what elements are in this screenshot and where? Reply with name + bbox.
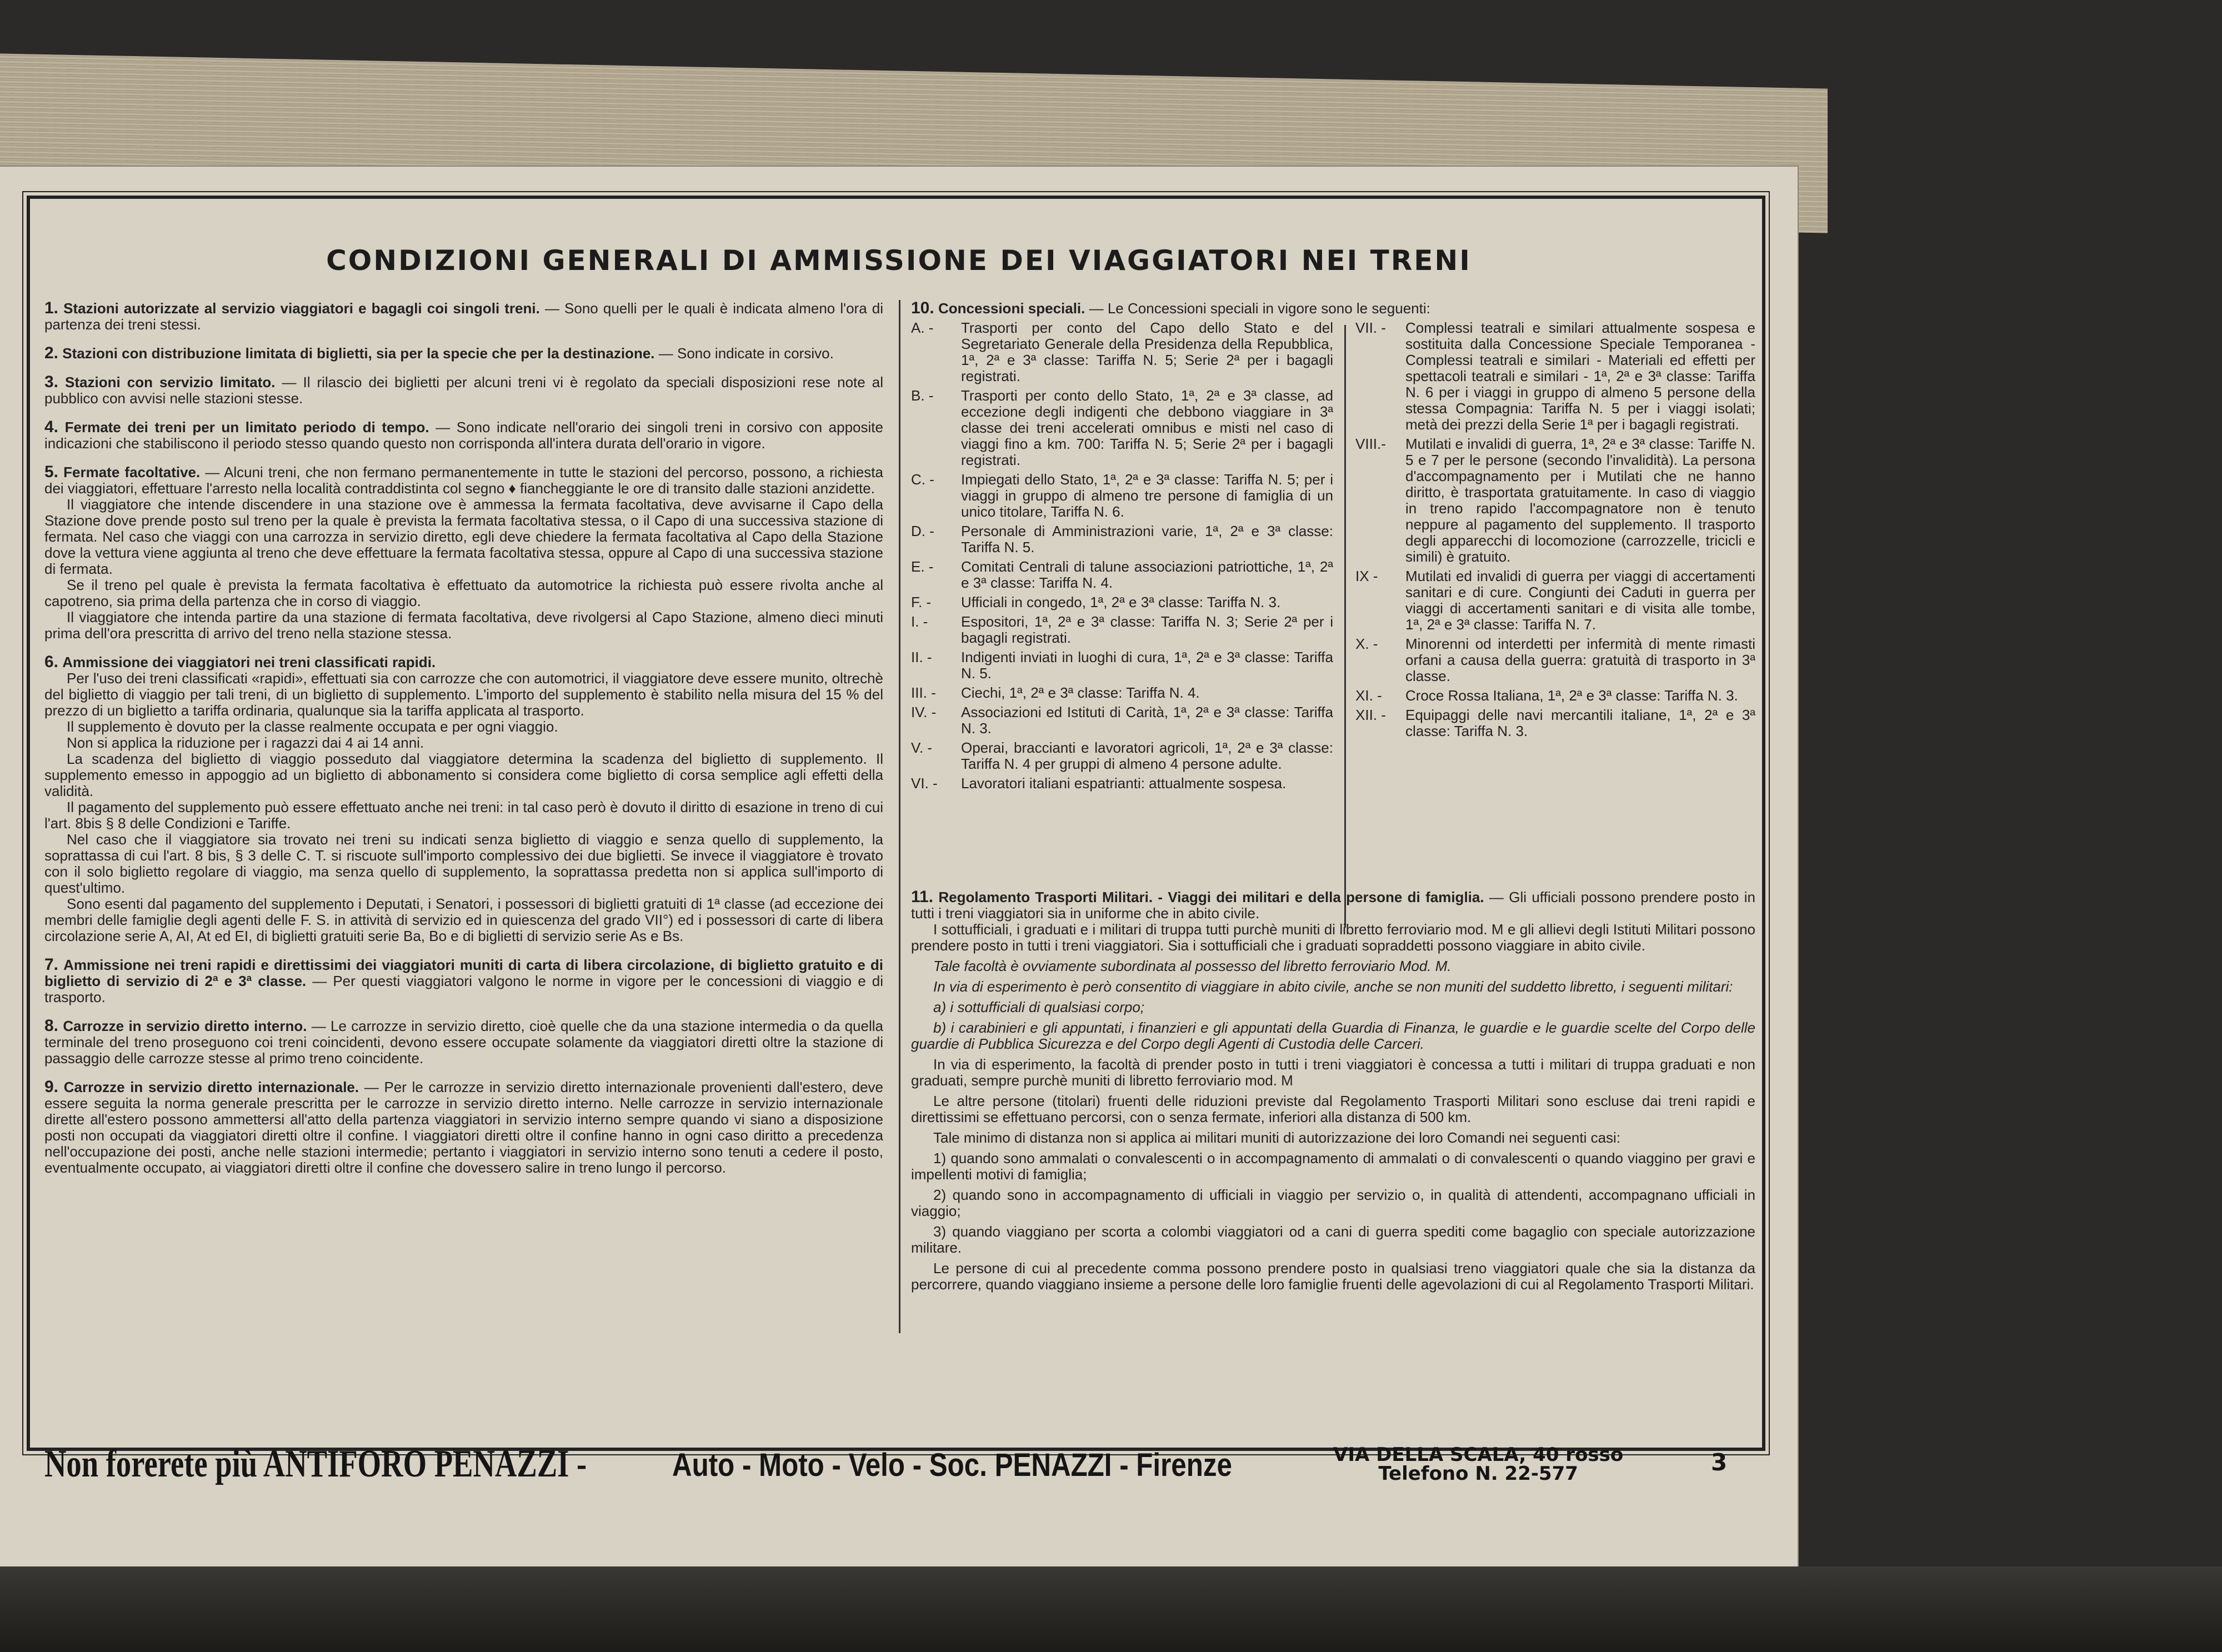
section-5 — [44, 464, 883, 642]
concession-label: I. - — [911, 613, 928, 630]
paragraph: Il supplemento è dovuto per la classe realmente occupata e per ogni viaggio. — [67, 718, 558, 735]
paragraph: Tale minimo di distanza non si applica ai militari muniti di autorizzazione dei loro Comandi nei seguenti casi: — [933, 1129, 1621, 1146]
section-10 — [911, 300, 1755, 889]
section-heading: Ammissione nei treni rapidi e direttissimi dei viaggiatori muniti di carta di libera circolazione, di biglietto gratuito e di biglietto di servizio di 2ª e 3ª classe. — [44, 957, 883, 989]
concession-item — [911, 523, 1333, 555]
section-text: — Sono indicate in corsivo. — [658, 345, 834, 362]
section-number: 2. — [44, 344, 59, 362]
concession-label: II. - — [911, 649, 932, 665]
paragraph: Se il treno pel quale è prevista la fermata facoltativa è effettuato da automotrice la richiesta può essere rivolta anche al capotreno, sia prima della partenza che in corso di viaggio. — [44, 577, 883, 609]
concession-label: D. - — [911, 523, 934, 539]
concession-text: Ciechi, 1ª, 2ª e 3ª classe: Tariffa N. 4. — [961, 684, 1200, 701]
footer-slogan: Non forerete più ANTIFORO PENAZZI - — [44, 1443, 587, 1485]
paragraph: In via di esperimento, la facoltà di prender posto in tutti i treni viaggiatori è concessa a tutti i militari di truppa graduati e non graduati, sempre purchè muniti di libretto ferroviario mod. M — [911, 1056, 1755, 1089]
footer-advertisement — [44, 1442, 1766, 1492]
paragraph: 1) quando sono ammalati o convalescenti o in accompagnamento di ammalati o di convalescenti o quando viaggino per gravi e impellenti motivi di famiglia; — [911, 1150, 1755, 1183]
concession-label: VIII.- — [1355, 435, 1386, 452]
paragraph: a) i sottufficiali di qualsiasi corpo; — [933, 999, 1145, 1015]
concession-item — [1355, 436, 1755, 565]
footer-address: VIA DELLA SCALA, 40 rosso — [1333, 1444, 1624, 1466]
paragraph: Nel caso che il viaggiatore sia trovato nei treni su indicati senza biglietto di viaggio e senza quello di supplemento, la soprattassa di cui l'art. 8 bis, § 3 delle C. T. si riscuote sull'importo complessivo dei due biglietti. Se invece il viaggiatore è trovato con il solo biglietto regolare di viaggio, ma senza quello di supplemento, la soprattassa predetta non si applica sull'importo di quest'ultimo. — [44, 831, 883, 896]
section-8 — [44, 1018, 883, 1067]
concession-text: Trasporti per conto del Capo dello Stato e del Segretariato Generale della Presidenza della Repubblica, 1ª, 2ª e 3ª classe: Tariffa N. 5; Serie 2ª per i bagagli registrati. — [961, 319, 1333, 384]
page-title: CONDIZIONI GENERALI DI AMMISSIONE DEI VIAGGIATORI NEI TRENI — [326, 244, 1472, 277]
concession-item — [911, 614, 1333, 646]
concession-label: X. - — [1355, 635, 1378, 652]
paragraph: Le persone di cui al precedente comma possono prendere posto in qualsiasi treno viaggiatori quale che sia la distanza da percorrere, quando viaggiano insieme a persone delle loro famiglie fruenti delle agevolazioni di cui al Regolamento Trasporti Militari. — [911, 1260, 1755, 1293]
paragraph: Il viaggiatore che intende discendere in una stazione ove è ammessa la fermata facoltativa, deve avvisarne il Capo della Stazione dove prende posto sul treno per la quale è prevista la fermata facoltativa stessa, o il Capo di una successiva stazione di fermata. Nel caso che viaggi con una carrozza in servizio diretto, egli deve chiedere la fermata facoltativa al Capo della Stazione dove la vettura viene aggiunta al treno che deve effettuare la fermata facoltativa stessa, oppure al Capo di una successiva stazione di fermata. — [44, 496, 883, 577]
section-2 — [44, 345, 883, 362]
paragraph: Non si applica la riduzione per i ragazzi dai 4 ai 14 anni. — [67, 734, 424, 751]
paragraph: Per l'uso dei treni classificati «rapidi», effettuati sia con carrozze che con automotrici, il viaggiatore deve essere munito, oltrechè del biglietto di viaggio per tali treni, di un biglietto di supplemento. L'importo del supplemento è stabilito nella misura del 15 % del prezzo di un biglietto a tariffa ordinaria, qualunque sia la tariffa applicata al trasporto. — [44, 670, 883, 719]
concession-item — [1355, 568, 1755, 633]
paragraph: Il pagamento del supplemento può essere effettuato anche nei treni: in tal caso però è dovuto il diritto di esazione in treno di cui l'art. 8bis § 8 delle Condizioni e Tariffe. — [44, 799, 883, 832]
section-heading: Carrozze in servizio diretto interno. — [63, 1018, 307, 1034]
concession-item — [911, 388, 1333, 468]
concession-text: Operai, braccianti e lavoratori agricoli, 1ª, 2ª e 3ª classe: Tariffa N. 4 per gruppi di almeno 4 persone adulte. — [961, 739, 1333, 772]
section-text: — Sono quelli per le quali è indicata almeno l'ora di partenza dei treni stessi. — [44, 300, 883, 333]
concession-label: V. - — [911, 739, 933, 756]
concession-text: Trasporti per conto dello Stato, 1ª, 2ª e 3ª classe, ad eccezione degli indigenti che debbono viaggiare in 3ª classe dei treni accelerati omnibus e misti nel caso di viaggi fino a km. 700: Tariffa N. 5; Serie 2ª per i bagagli registrati. — [961, 387, 1333, 468]
section-text: — Le carrozze in servizio diretto, cioè quelle che da una stazione intermedia o da quella terminale del treno proseguono coi treni coincidenti, devono essere occupate solamente da viaggiatori diretti oltre la stazione di passaggio delle carrozze stesse al primo treno coincidente. — [44, 1018, 883, 1067]
concession-item — [911, 594, 1333, 610]
section-text: — Sono indicate nell'orario dei singoli treni in corsivo con apposite indicazioni che stabiliscono il periodo stesso quando questo non corrisponda all'intera durata dell'orario in vigore. — [44, 419, 883, 452]
paragraph: I sottufficiali, i graduati e i militari di truppa tutti purchè muniti di libretto ferroviario mod. M e gli allievi degli Istituti Militari possono prendere posto in tutti i treni viaggiatori. Sia i sottufficiali che i graduati sopraddetti possono viaggiare in abito civile. — [911, 921, 1755, 954]
section-9 — [44, 1079, 883, 1176]
concession-text: Associazioni ed Istituti di Carità, 1ª, 2ª e 3ª classe: Tariffa N. 3. — [961, 704, 1333, 737]
paragraph: b) i carabinieri e gli appuntati, i finanzieri e gli appuntati della Guardia di Finanza, le guardie e le guardie scelte del Corpo delle guardie di Pubblica Sicurezza e del Corpo degli Agenti di Custodia delle Carceri. — [911, 1019, 1755, 1052]
concession-label: E. - — [911, 558, 934, 575]
paragraph: 3) quando viaggiano per scorta a colombi viaggiatori od a cani di guerra spediti come bagaglio con speciale autorizzazione militare. — [911, 1223, 1755, 1256]
footer-address-block — [1333, 1445, 1623, 1483]
concession-text: Complessi teatrali e similari attualmente sospesa e sostituita dalla Concessione Speciale Temporanea - Complessi teatrali e similari - Materiali ed effetti per spettacoli teatrali e similari - 1ª, 2ª e 3ª classe: Tariffa N. 6 per i viaggi in gruppo di almeno 5 persone della stessa Compagnia: Tariffa N. 5 per i viaggi isolati; metà dei prezzi della Serie 1ª per i bagagli registrati. — [1405, 319, 1755, 433]
concession-text: Equipaggi delle navi mercantili italiane, 1ª, 2ª e 3ª classe: Tariffa N. 3. — [1405, 707, 1755, 739]
paragraph: Sono esenti dal pagamento del supplemento i Deputati, i Senatori, i possessori di biglietti gratuiti di 1ª classe (ad eccezione dei membri delle famiglie degli agenti delle F. S. in attività di servizio ed in quiescenza del grado VII°) ed i possessori di carte di libera circolazione serie A, AI, At ed EI, di biglietti gratuiti serie Ba, Bo e di biglietti di servizio serie As e Bs. — [44, 895, 883, 944]
section-heading: Carrozze in servizio diretto internazionale. — [63, 1079, 359, 1095]
section-number: 7. — [44, 955, 59, 974]
concession-text: Espositori, 1ª, 2ª e 3ª classe: Tariffa N. 3; Serie 2ª per i bagagli registrati. — [961, 613, 1333, 646]
section-number: 6. — [44, 653, 59, 671]
right-column — [911, 300, 1755, 1305]
concession-text: Mutilati ed invalidi di guerra per viaggi di accertamenti sanitari e di cure. Congiunti dei Caduti in guerra per viaggi di accertamenti sanitari e di visita alle tombe, 1ª, 2ª e 3ª classe: Tariffa N. 7. — [1405, 568, 1755, 633]
section-text: — Alcuni treni, che non fermano permanentemente in tutte le stazioni del percorso, possono, a richiesta dei viaggiatori, effettuare l'arresto nella località contraddistinta col segno ♦ fiancheggiante le ore di transito dalle stazioni anzidette. — [44, 464, 883, 497]
background-shadow — [0, 1566, 2222, 1652]
section-number: 11. — [911, 888, 934, 906]
concession-item — [911, 472, 1333, 520]
section-text: — Per le carrozze in servizio diretto internazionale provenienti dall'estero, deve essere seguita la norma generale prescritta per le carrozze in servizio diretto interno. Nelle carrozze in servizio internazionale dirette all'estero possono ammettersi all'atto della partenza viaggiatori in servizio interno sempre quando vi siano a disposizione posti non occupati da viaggiatori diretti oltre il confine. I viaggiatori diretti oltre il confine hanno in ogni caso diritto a precedenza nell'occupazione dei posti, anche nelle stazioni intermedie; pertanto i viaggiatori in servizio interno sono tenuti a cedere il posto, eventualmente occupato, ai viaggiatori diretti oltre il confine che dovessero salire in treno lungo il percorso. — [44, 1079, 883, 1176]
concession-text: Croce Rossa Italiana, 1ª, 2ª e 3ª classe: Tariffa N. 3. — [1405, 687, 1738, 704]
concession-item — [1355, 636, 1755, 684]
section-number: 3. — [44, 373, 59, 391]
section-heading: Regolamento Trasporti Militari. - Viaggi dei militari e della persone di famiglia. — [938, 889, 1484, 905]
section-heading: Fermate facoltative. — [63, 464, 201, 480]
concession-label: IX - — [1355, 568, 1378, 584]
paragraph: In via di esperimento è però consentito di viaggiare in abito civile, anche se non muniti del suddetto libretto, i seguenti militari: — [933, 978, 1733, 995]
concession-text: Minorenni od interdetti per infermità di mente rimasti orfani a causa della guerra: gratuità di trasporto in 3ª classe. — [1405, 635, 1755, 684]
section-heading: Stazioni con distribuzione limitata di biglietti, sia per la specie che per la destinazione. — [62, 345, 655, 362]
section-6 — [44, 654, 883, 944]
concession-item — [911, 704, 1333, 737]
concession-item — [911, 775, 1333, 792]
concession-label: C. - — [911, 471, 934, 488]
left-column — [44, 300, 883, 1188]
section-heading: Stazioni autorizzate al servizio viaggiatori e bagagli coi singoli treni. — [63, 300, 540, 317]
section-heading: Concessioni speciali. — [938, 300, 1085, 317]
concession-label: XII. - — [1355, 707, 1386, 723]
concessions-list-left — [911, 320, 1333, 795]
concession-label: A. - — [911, 319, 934, 336]
section-heading: Stazioni con servizio limitato. — [65, 374, 276, 391]
concession-text: Mutilati e invalidi di guerra, 1ª, 2ª e 3ª classe: Tariffe N. 5 e 7 per le persone (secondo l'invalidità). La persona d'accompagnamento per i Mutilati che ne hanno diritto, è trasportata gratuitamente. In caso di viaggio in treno rapido l'accompagnatore non è tenuto neppure al pagamento del supplemento. Il trasporto degli apparecchi di locomozione (carrozzelle, tricicli e simili) è gratuito. — [1405, 435, 1755, 565]
concession-item — [911, 685, 1333, 701]
section-heading: Ammissione dei viaggiatori nei treni classificati rapidi. — [62, 654, 436, 670]
concession-label: IV. - — [911, 704, 937, 720]
section-number: 1. — [44, 299, 59, 317]
section-text: — Gli ufficiali possono prendere posto in tutti i treni viaggiatori sia in uniforme che in abito civile. — [911, 889, 1755, 922]
column-divider — [899, 300, 900, 1333]
concession-item — [1355, 707, 1755, 739]
concessions-list-right — [1355, 320, 1755, 743]
concession-label: VII. - — [1355, 319, 1386, 336]
concession-item — [911, 740, 1333, 772]
concession-label: III. - — [911, 684, 936, 701]
section-number: 9. — [44, 1078, 59, 1096]
concession-text: Comitati Centrali di talune associazioni patriottiche, 1ª, 2ª e 3ª classe: Tariffa N. 4. — [961, 558, 1333, 591]
concession-label: F. - — [911, 594, 932, 610]
concession-text: Indigenti inviati in luoghi di cura, 1ª, 2ª e 3ª classe: Tariffa N. 5. — [961, 649, 1333, 682]
section-text: — Il rilascio dei biglietti per alcuni treni vi è regolato da speciali disposizioni rese note al pubblico con avvisi nelle stazioni stesse. — [44, 374, 883, 407]
section-number: 4. — [44, 418, 59, 436]
concession-item — [1355, 688, 1755, 704]
section-number: 5. — [44, 463, 59, 481]
section-7 — [44, 957, 883, 1005]
section-4 — [44, 419, 883, 452]
concession-text: Impiegati dello Stato, 1ª, 2ª e 3ª classe: Tariffa N. 5; per i viaggi in gruppo di almeno tre persone di famiglia di un unico titolare, Tariffa N. 6. — [961, 471, 1333, 520]
section-heading: Fermate dei treni per un limitato periodo di tempo. — [64, 419, 429, 435]
footer-phone: Telefono N. 22-577 — [1378, 1463, 1578, 1485]
footer-ad: Auto - Moto - Velo - Soc. PENAZZI - Firenze — [672, 1447, 1232, 1483]
section-11 — [911, 889, 1755, 1293]
page-number: 3 — [1711, 1449, 1728, 1476]
paragraph: La scadenza del biglietto di viaggio posseduto dal viaggiatore determina la scadenza del biglietto di supplemento. Il supplemento emesso in appoggio ad un biglietto di abbonamento si considera come biglietto di corsa semplice agli effetti della validità. — [44, 750, 883, 799]
section-number: 10. — [911, 299, 934, 317]
section-number: 8. — [44, 1017, 59, 1035]
section-1 — [44, 300, 883, 333]
paragraph: Tale facoltà è ovviamente subordinata al possesso del libretto ferroviario Mod. M. — [933, 958, 1452, 974]
concession-item — [1355, 320, 1755, 433]
section-3 — [44, 374, 883, 407]
concession-text: Lavoratori italiani espatrianti: attualmente sospesa. — [961, 775, 1287, 792]
concession-label: XI. - — [1355, 687, 1382, 704]
concession-item — [911, 559, 1333, 591]
concession-item — [911, 649, 1333, 682]
paragraph: 2) quando sono in accompagnamento di ufficiali in viaggio per servizio o, in qualità di attendenti, accompagnano ufficiali in viaggio; — [911, 1187, 1755, 1219]
section-text: — Per questi viaggiatori valgono le norme in vigore per le concessioni di viaggio e di trasporto. — [44, 973, 883, 1005]
paragraph: Il viaggiatore che intenda partire da una stazione di fermata facoltativa, deve rivolgersi al Capo Stazione, almeno dieci minuti prima dell'ora prescritta di arrivo del treno nella stazione stessa. — [44, 609, 883, 642]
concession-text: Ufficiali in congedo, 1ª, 2ª e 3ª classe: Tariffa N. 3. — [961, 594, 1281, 610]
concession-text: Personale di Amministrazioni varie, 1ª, 2ª e 3ª classe: Tariffa N. 5. — [961, 523, 1333, 555]
concession-label: VI. - — [911, 775, 938, 792]
section-text: — Le Concessioni speciali in vigore sono le seguenti: — [1089, 300, 1430, 317]
concession-label: B. - — [911, 387, 934, 404]
paragraph: Le altre persone (titolari) fruenti delle riduzioni previste dal Regolamento Trasporti Militari sono escluse dai treni rapidi e direttissimi se effettuano percorsi, con o senza fermate, inferiori alla distanza di 500 km. — [911, 1093, 1755, 1125]
concession-item — [911, 320, 1333, 384]
